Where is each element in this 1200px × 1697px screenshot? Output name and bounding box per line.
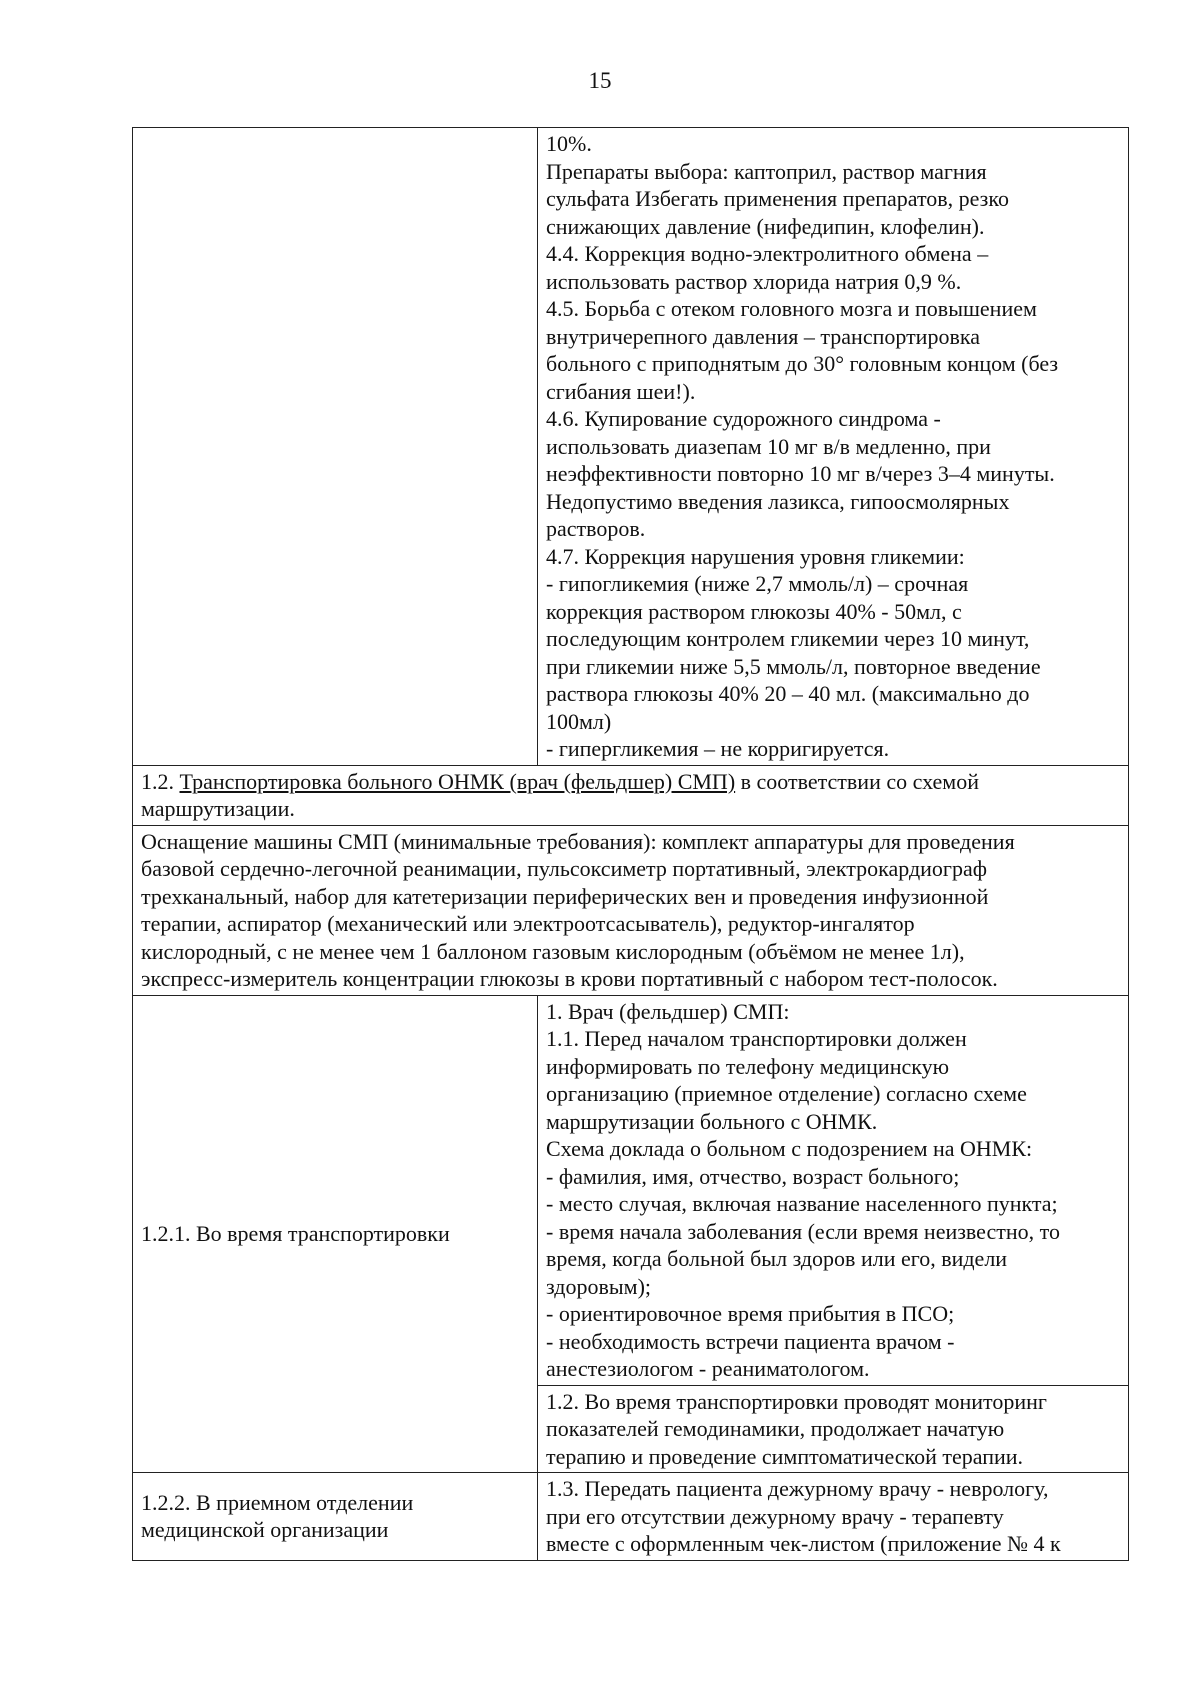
transport-heading-underlined: Транспортировка больного ОНМК (врач (фельдшер) СМП): [179, 768, 736, 794]
treatment-details-text: 10%. Препараты выбора: каптоприл, раствор магния сульфата Избегать применения препаратов, резко снижающих давление (нифедипин, клофелин). 4.4. Коррекция водно-электролитного обмена – использовать раствор хлорида натрия 0,9 %. 4.5. Борьба с отеком головного мозга и повышением внутричерепного давления – транспортировка больного с приподнятым до 30° головным концом (без сгибания шеи!). 4.6. Купирование судорожного синдрома - использовать диазепам 10 мг в/в медленно, при неэффективности повторно 10 мг в/через 3–4 минуты. Недопустимо введения лазикса, гипоосмолярных растворов. 4.7. Коррекция нарушения уровня гликемии: - гипогликемия (ниже 2,7 ммоль/л) – срочная коррекция раствором глюкозы 40% - 50мл, с последующим контролем гликемии через 10 минут, при гликемии ниже 5,5 ммоль/л, повторное введение раствора глюкозы 40% 20 – 40 мл. (максимально до 100мл) - гипергликемия – не корригируется.: [546, 131, 1059, 761]
doctor-instructions-cell: [538, 995, 1129, 1385]
transport-heading-cell: [133, 765, 1129, 825]
monitoring-text: 1.2. Во время транспортировки проводят мониторинг показателей гемодинамики, продолжает начатую терапию и проведение симптоматической терапии.: [546, 1388, 1047, 1469]
table-row-admission: [133, 1473, 1129, 1561]
table-row-treatment-continued: [133, 128, 1129, 766]
admission-label: 1.2.2. В приемном отделении медицинской организации: [141, 1489, 414, 1543]
during-transport-label-cell: [133, 995, 538, 1473]
page-number: 15: [588, 68, 612, 93]
table-row-during-transport-a: [133, 995, 1129, 1385]
equipment-cell: [133, 825, 1129, 995]
equipment-text: Оснащение машины СМП (минимальные требования): комплект аппаратуры для проведения базовой сердечно-легочной реанимации, пульсоксиметр портативный, электрокардиограф трехканальный, набор для катетеризации периферических вен и проведения инфузионной терапии, аспиратор (механический или электроотсасыватель), редуктор-ингалятор кислородный, с не менее чем 1 баллоном газовым кислородным (объёмом не менее 1л), экспресс-измеритель концентрации глюкозы в крови портативный с набором тест-полосок.: [141, 828, 1015, 991]
table-row-transport-heading: [133, 765, 1129, 825]
admission-label-cell: [133, 1473, 538, 1561]
handover-text: 1.3. Передать пациента дежурному врачу - неврологу, при его отсутствии дежурному врачу - терапевту вместе с оформленным чек-листом (приложение № 4 к: [546, 1476, 1061, 1556]
transport-heading-suffix: в соответствии со схемой маршрутизации.: [141, 768, 980, 821]
transport-heading-prefix: 1.2.: [141, 768, 180, 794]
during-transport-label: 1.2.1. Во время транспортировки: [141, 1221, 450, 1246]
monitoring-cell: [538, 1385, 1129, 1473]
table-row-equipment: [133, 825, 1129, 995]
transport-heading: [141, 768, 1120, 823]
protocol-table: [132, 127, 1129, 1561]
empty-left-cell: [133, 128, 538, 766]
treatment-details-cell: [538, 128, 1129, 766]
doctor-instructions-text: 1. Врач (фельдшер) СМП: 1.1. Перед началом транспортировки должен информировать по телефону медицинскую организацию (приемное отделение) согласно схеме маршрутизации больного с ОНМК. Схема доклада о больном с подозрением на ОНМК: - фамилия, имя, отчество, возраст больного; - место случая, включая название населенного пункта; - время начала заболевания (если время неизвестно, то время, когда больной был здоров или его, видели здоровым); - ориентировочное время прибытия в ПСО; - необходимость встречи пациента врачом - анестезиологом - реаниматологом.: [546, 998, 1060, 1381]
handover-cell: [538, 1473, 1129, 1561]
